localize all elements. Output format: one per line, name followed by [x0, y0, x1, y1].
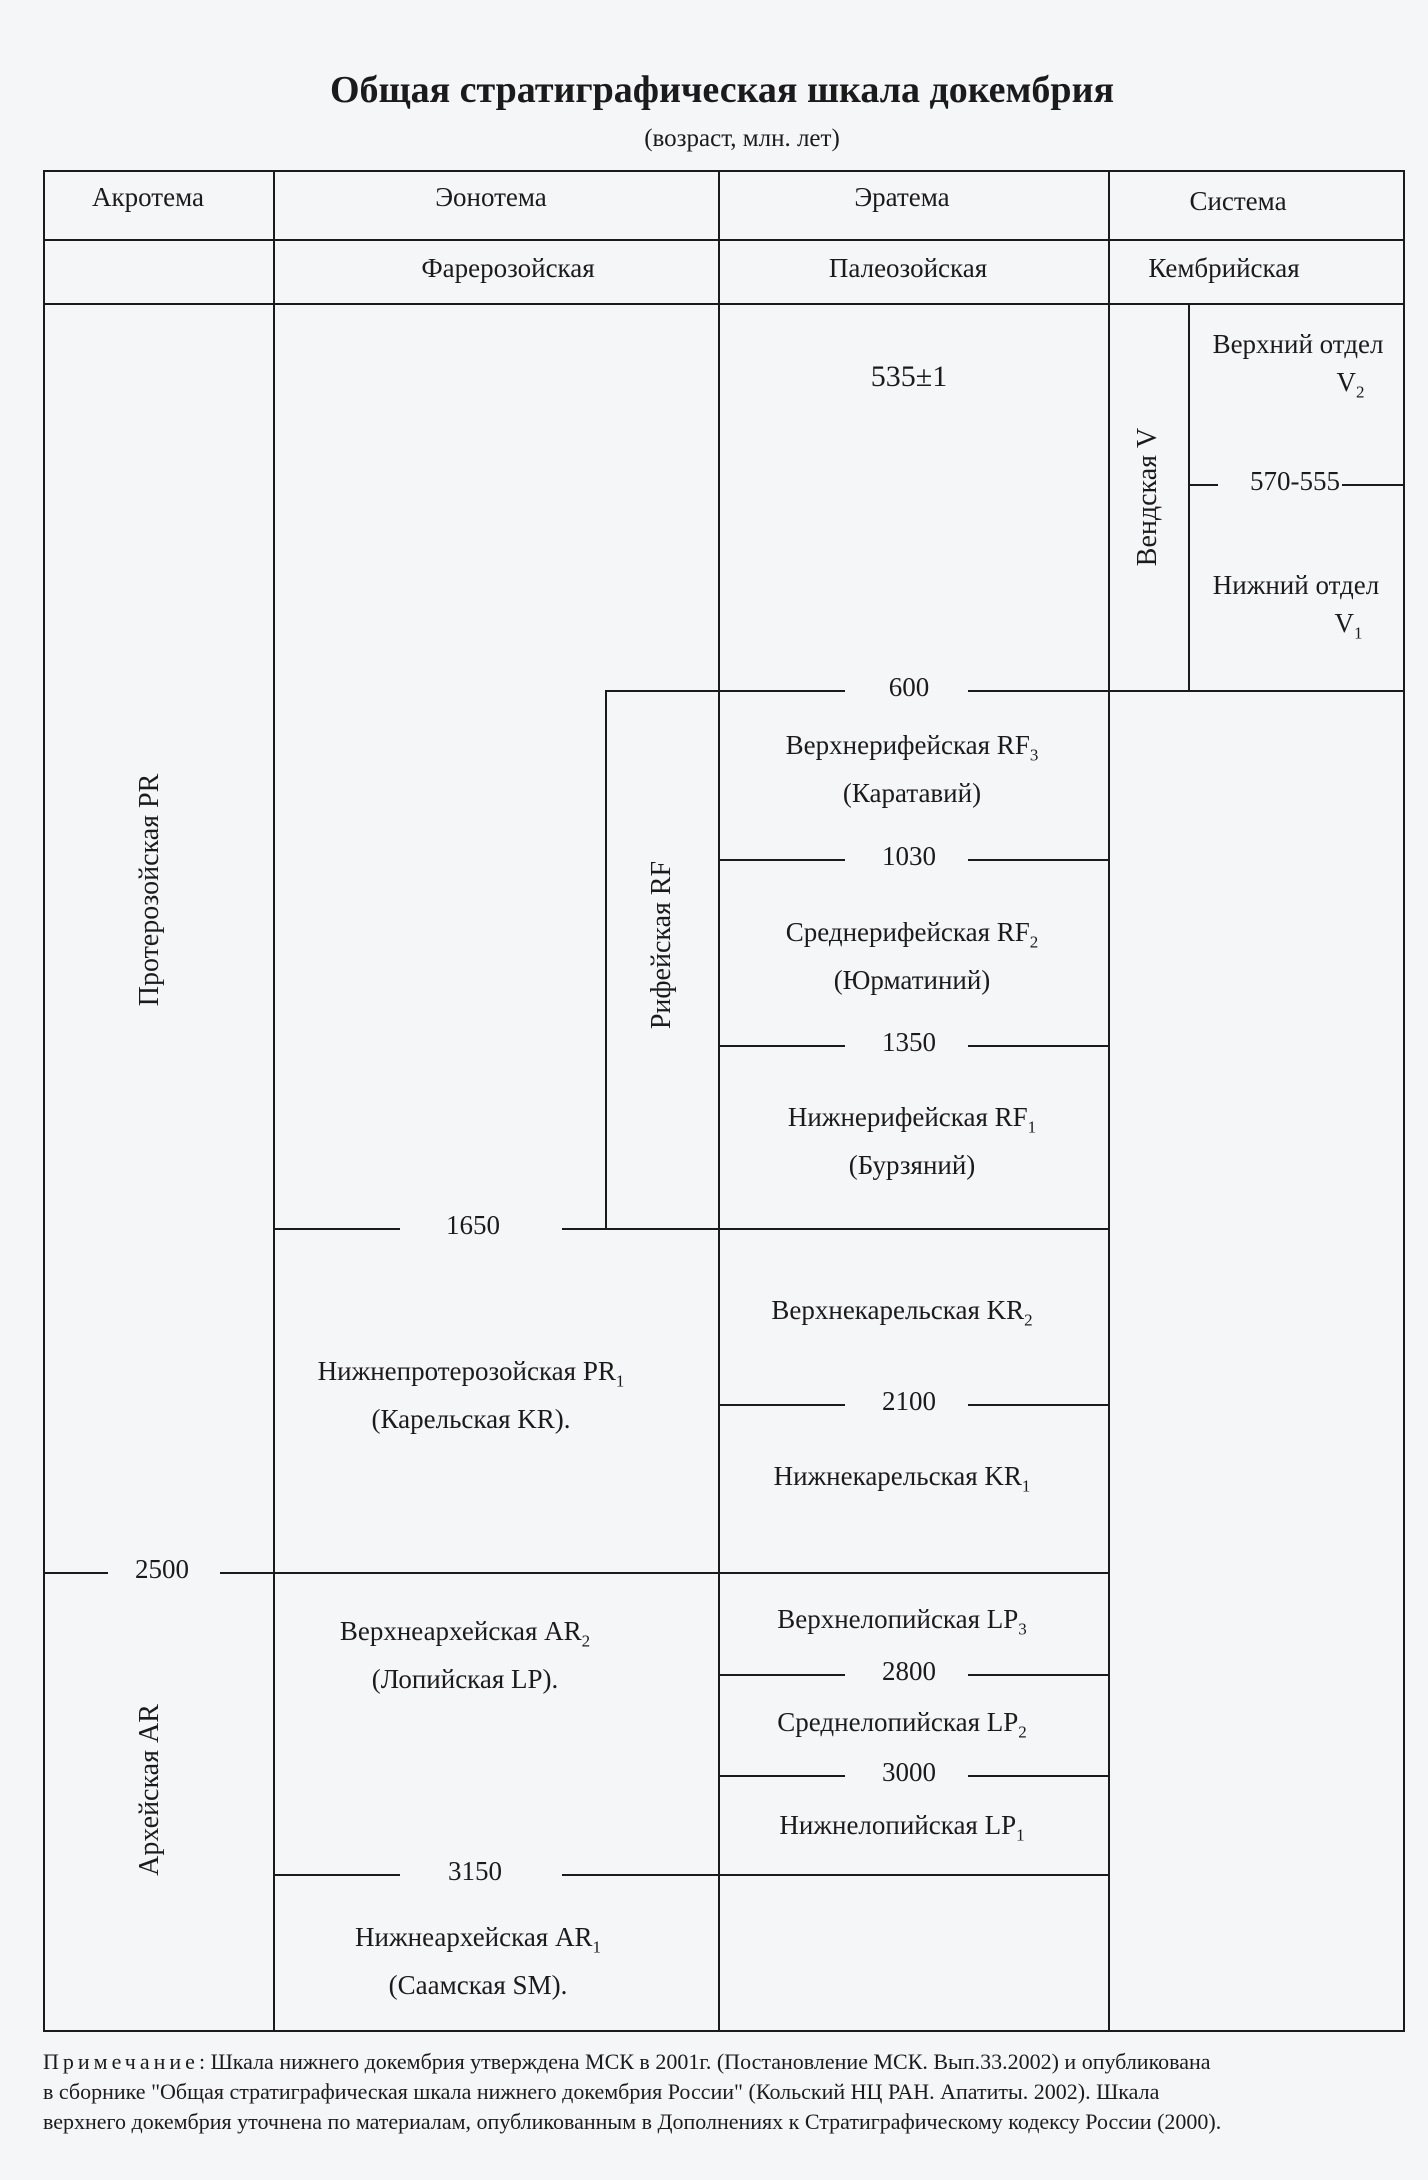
header-eratema: Эратема [854, 182, 950, 212]
karelian-upper [771, 1291, 1032, 1339]
vendian-lower-sub: 1 [1353, 623, 1363, 643]
lopian-upper [777, 1600, 1027, 1648]
riphean-lower-alias: (Бурзяний) [848, 1150, 976, 1181]
footnote-line3: верхнего докембрия уточнена по материалам, опубликованным в Дополнениях к Стратиграфическому кодексу России (2000). [43, 2109, 1222, 2134]
karelian-upper-name: Верхнекарельская KR [771, 1295, 1025, 1325]
lopian-middle-name: Среднелопийская LP [777, 1707, 1019, 1737]
riphean-upper-sub: 3 [1029, 745, 1039, 765]
vendian-upper-line1: Верхний отдел [1212, 329, 1384, 359]
header-akrotema: Акротема [92, 182, 204, 212]
footnote-prefix: Примечание [43, 2049, 199, 2074]
vendian-boundary-left [1188, 484, 1218, 486]
table-frame [43, 170, 1405, 2032]
phanerozoic-sistema: Кембрийская [1148, 253, 1300, 283]
boundary-1030-right [968, 859, 1108, 861]
riphean-upper-name: Верхнерифейская RF [785, 730, 1030, 760]
age-3150: 3150 [448, 1856, 502, 1886]
age-1350: 1350 [882, 1027, 936, 1057]
boundary-2100-right [968, 1404, 1108, 1406]
akrotema-proterozoic: Протерозойская PR [134, 773, 165, 1007]
vendian-lower-line1: Нижний отдел [1212, 570, 1380, 600]
lopian-lower-name: Нижнелопийская LP [779, 1810, 1017, 1840]
boundary-2800-right [968, 1674, 1108, 1676]
boundary-2500-left [43, 1572, 108, 1574]
vendian-upper-v: V [1336, 367, 1356, 397]
age-1030: 1030 [882, 841, 936, 871]
header-eonotema: Эонотема [435, 182, 547, 212]
upper-archean-sub: 2 [581, 1631, 591, 1651]
riphean-upper [786, 726, 1039, 812]
upper-archean-alias: (Лопийская LP). [371, 1664, 559, 1695]
upper-archean-name: Верхнеархейская AR [339, 1616, 582, 1646]
lower-archean-name: Нижнеархейская AR [355, 1922, 593, 1952]
lower-proterozoic-sub: 1 [615, 1371, 625, 1391]
lopian-lower-sub: 1 [1016, 1825, 1025, 1845]
boundary-1030-left [718, 859, 845, 861]
riphean-upper-alias: (Каратавий) [842, 778, 982, 809]
upper-archean [340, 1612, 590, 1698]
boundary-3000-left [718, 1775, 845, 1777]
lower-archean-sub: 1 [592, 1937, 601, 1957]
col-divider-1 [273, 170, 275, 2032]
col-divider-2 [718, 170, 720, 2032]
riphean-middle-alias: (Юрматиний) [833, 965, 991, 996]
boundary-3150-right [562, 1874, 1108, 1876]
age-570-555: 570-555 [1250, 466, 1340, 496]
header-sistema: Система [1189, 186, 1287, 216]
riphean-divider [605, 690, 607, 1228]
age-3000: 3000 [882, 1757, 936, 1787]
karelian-lower-name: Нижнекарельская KR [773, 1461, 1022, 1491]
lower-proterozoic-name: Нижнепротерозойская PR [317, 1356, 616, 1386]
karelian-upper-sub: 2 [1024, 1310, 1033, 1330]
page-subtitle: (возраст, млн. лет) [644, 125, 840, 152]
boundary-600-right [968, 690, 1405, 692]
karelian-lower-sub: 1 [1021, 1476, 1031, 1496]
vendian-divider [1188, 303, 1190, 690]
vendian-boundary-right [1342, 484, 1405, 486]
boundary-1650-left [273, 1228, 400, 1230]
akrotema-archean: Архейская AR [134, 1704, 165, 1876]
phanerozoic-row-divider [43, 303, 1405, 305]
age-2800: 2800 [882, 1656, 936, 1686]
boundary-1650-right [562, 1228, 1108, 1230]
lopian-middle [777, 1703, 1026, 1751]
phanerozoic-eonotema: Фарерозойская [421, 253, 595, 283]
boundary-3150-left [273, 1874, 400, 1876]
boundary-600-left [605, 690, 845, 692]
boundary-2100-left [718, 1404, 845, 1406]
age-1650: 1650 [446, 1210, 500, 1240]
boundary-2800-left [718, 1674, 845, 1676]
vendian-label: Вендская V [1132, 427, 1163, 567]
phanerozoic-eratema: Палеозойская [828, 253, 988, 283]
vendian-upper-sub: 2 [1356, 382, 1365, 402]
footnote-line2: в сборнике "Общая стратиграфическая шкала нижнего докембрия России" (Кольский НЦ РАН. Апатиты. 2002). Шкала [43, 2079, 1160, 2104]
riphean-label: Рифейская RF [646, 860, 677, 1030]
riphean-middle-sub: 2 [1029, 932, 1039, 952]
lower-proterozoic-alias: (Карельская KR). [371, 1404, 571, 1435]
riphean-middle [786, 913, 1039, 999]
riphean-lower [788, 1098, 1036, 1184]
vendian-upper [1213, 325, 1384, 411]
lopian-upper-sub: 3 [1018, 1619, 1027, 1639]
age-2500: 2500 [135, 1554, 189, 1584]
lopian-upper-name: Верхнелопийская LP [777, 1604, 1019, 1634]
lower-proterozoic [318, 1352, 625, 1438]
footnote-line1: : Шкала нижнего докембрия утверждена МСК в 2001г. (Постановление МСК. Вып.33.2002) и опубликована [198, 2049, 1211, 2074]
vendian-lower-v: V [1334, 608, 1354, 638]
boundary-1350-right [968, 1045, 1108, 1047]
page-title: Общая стратиграфическая шкала докембрия [329, 69, 1115, 111]
riphean-lower-sub: 1 [1027, 1117, 1037, 1137]
riphean-lower-name: Нижнерифейская RF [787, 1102, 1028, 1132]
age-535: 535±1 [870, 360, 948, 393]
lower-archean [355, 1918, 601, 2004]
lopian-lower [779, 1806, 1024, 1854]
col-divider-3 [1108, 170, 1110, 2032]
footnote [43, 2047, 1408, 2137]
karelian-lower [774, 1457, 1031, 1505]
boundary-2500-right [220, 1572, 1108, 1574]
boundary-1350-left [718, 1045, 845, 1047]
header-row-divider [43, 239, 1405, 241]
riphean-middle-name: Среднерифейская RF [785, 917, 1030, 947]
lopian-middle-sub: 2 [1018, 1722, 1027, 1742]
vendian-lower [1213, 566, 1379, 652]
age-2100: 2100 [882, 1386, 936, 1416]
lower-archean-alias: (Саамская SM). [388, 1970, 568, 2001]
age-600: 600 [888, 672, 930, 702]
boundary-3000-right [968, 1775, 1108, 1777]
